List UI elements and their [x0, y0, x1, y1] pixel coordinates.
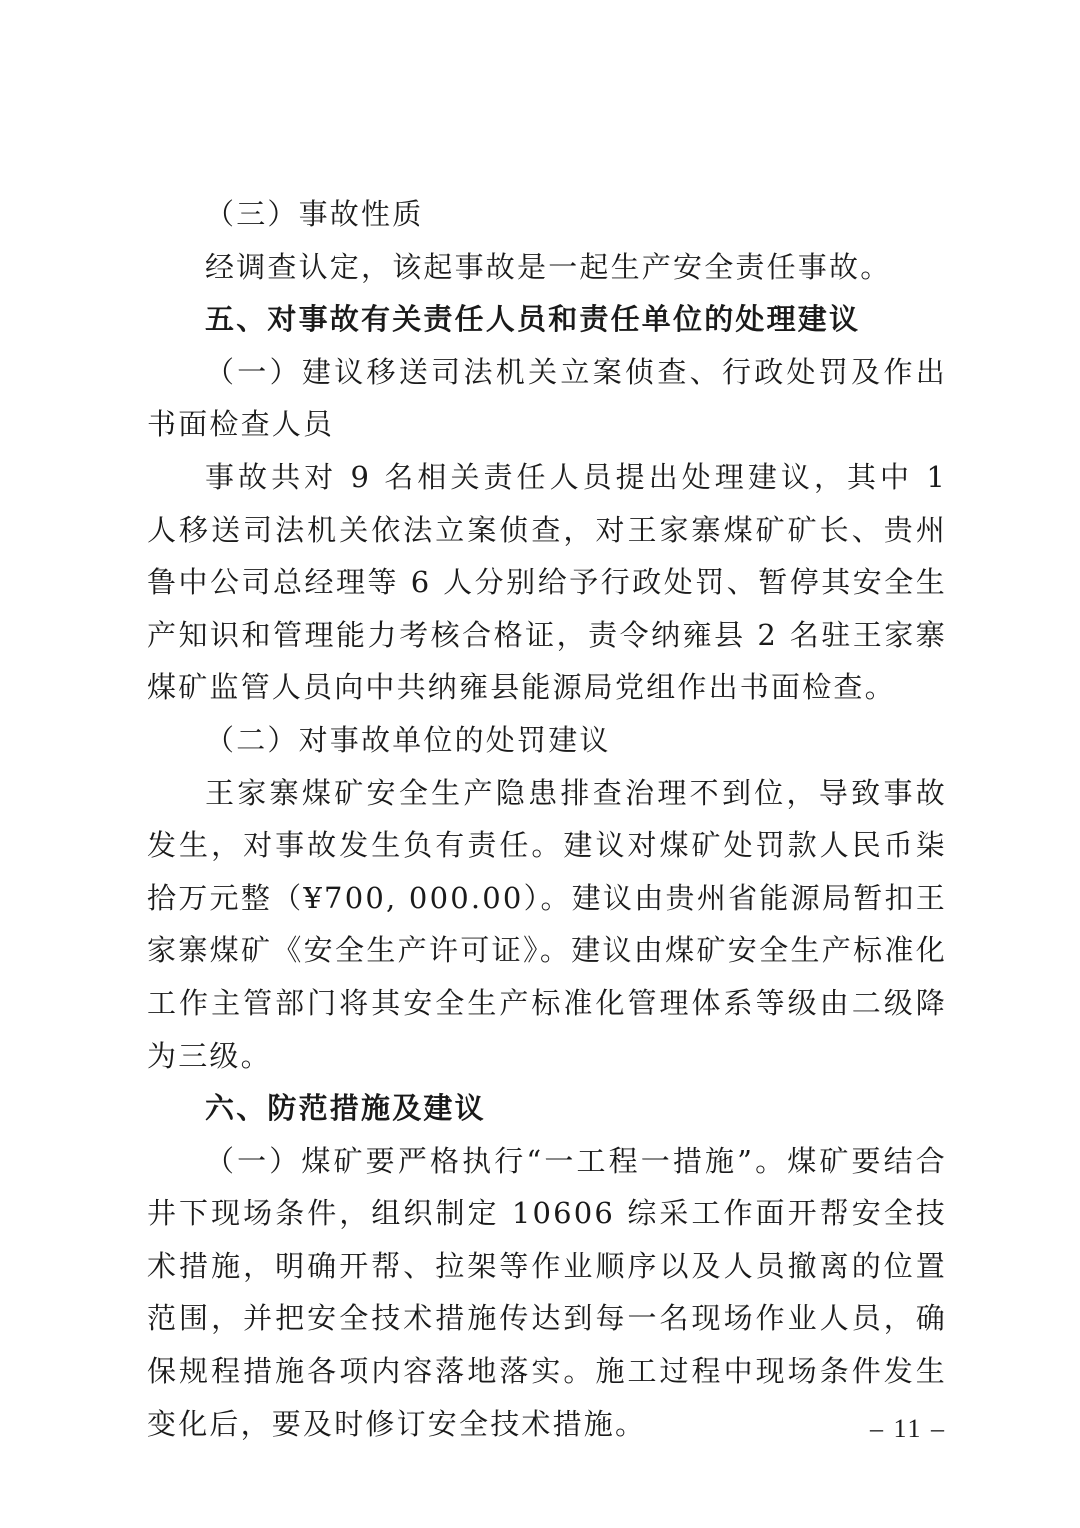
section-heading-six: 六、防范措施及建议 [205, 1091, 486, 1126]
paragraph-responsible-persons: 事故共对 9 名相关责任人员提出处理建议，其中 1 人移送司法机关依法立案侦查，对王家寨煤矿矿长、贵州鲁中公司总经理等 6 人分别给予行政处罚、暂停其安全生产知识和管理能力考核合格证，责令纳雍县 2 名驻王家寨煤矿监管人员向中共纳雍县能源局党组作出书面检查。 [147, 459, 947, 705]
document-body [147, 188, 947, 1450]
paragraph-unit-penalty: 王家寨煤矿安全生产隐患排查治理不到位，导致事故发生，对事故发生负有责任。建议对煤矿处罚款人民币柒拾万元整（¥700, 000.00）。建议由贵州省能源局暂扣王家寨煤矿《安全生产许可证》。建议由煤矿安全生产标准化工作主管部门将其安全生产标准化管理体系等级由二级降为三级。 [147, 775, 947, 1073]
subheading-unit-penalty: （二）对事故单位的处罚建议 [205, 722, 611, 757]
subheading-judicial-transfer: （一）建议移送司法机关立案侦查、行政处罚及作出书面检查人员 [147, 354, 947, 442]
paragraph-prevention-measure-one: （一）煤矿要严格执行“一工程一措施”。煤矿要结合井下现场条件，组织制定 10606 综采工作面开帮安全技术措施，明确开帮、拉架等作业顺序以及人员撤离的位置范围，并把安全技术措施传达到每一名现场作业人员，确保规程措施各项内容落地落实。施工过程中现场条件发生变化后，要及时修订安全技术措施。 [147, 1143, 947, 1441]
section-heading-five: 五、对事故有关责任人员和责任单位的处理建议 [205, 302, 861, 337]
page-number: – 11 – [869, 1414, 946, 1443]
subheading-accident-nature: （三）事故性质 [205, 197, 424, 231]
paragraph-accident-determination: 经调查认定，该起事故是一起生产安全责任事故。 [205, 249, 892, 284]
